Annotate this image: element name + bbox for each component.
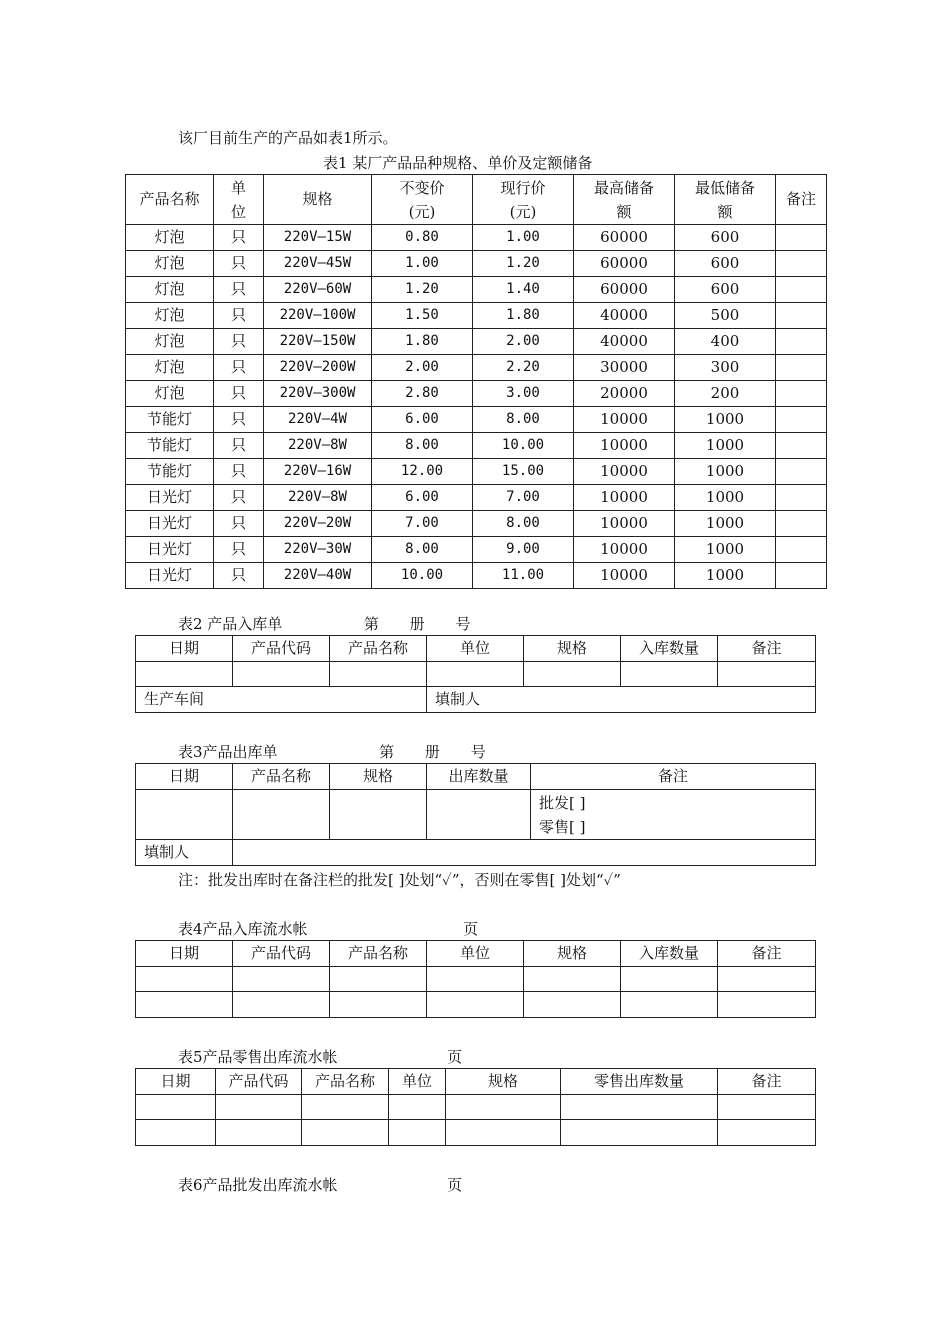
table5-retail-ledger <box>135 1068 816 1146</box>
table2-hao: 号 <box>455 615 471 633</box>
table1-cell <box>776 485 827 511</box>
table1-cell: 1.20 <box>372 277 473 303</box>
table3-note: 注：批发出库时在备注栏的批发[ ]处划“✓”，否则在零售[ ]处划“✓” <box>178 871 621 889</box>
table5-blank-row <box>136 1120 816 1146</box>
table1-header-cell: 最低储备 额 <box>675 175 776 225</box>
table5-header-cell: 零售出库数量 <box>561 1069 718 1095</box>
table1-cell <box>776 277 827 303</box>
table3-header-cell: 规格 <box>330 764 427 790</box>
table1-cell: 8.00 <box>372 433 473 459</box>
table1-header-cell: 规格 <box>264 175 372 225</box>
table4-cell[interactable] <box>524 967 621 992</box>
table1-cell: 220V—300W <box>264 381 372 407</box>
table3-header-cell: 备注 <box>531 764 816 790</box>
table2-cell[interactable] <box>233 662 330 687</box>
table1-cell: 11.00 <box>473 563 574 589</box>
table1-cell: 220V—8W <box>264 485 372 511</box>
retail-checkbox[interactable]: 零售[ ] <box>539 817 586 836</box>
table1-cell: 30000 <box>574 355 675 381</box>
table1-cell: 220V—4W <box>264 407 372 433</box>
table4-cell[interactable] <box>233 992 330 1018</box>
table1-cell: 220V—15W <box>264 225 372 251</box>
table2-header-cell: 规格 <box>524 636 621 662</box>
table4-header-cell: 产品代码 <box>233 941 330 967</box>
table1-cell: 40000 <box>574 303 675 329</box>
table2-ce: 册 <box>409 615 425 633</box>
table1-cell: 1000 <box>675 485 776 511</box>
table1-cell: 10000 <box>574 407 675 433</box>
table5-cell[interactable] <box>389 1095 446 1120</box>
table3-warehouse-issue <box>135 763 816 866</box>
table4-blank-row <box>136 992 816 1018</box>
table2-cell[interactable] <box>427 662 524 687</box>
table1-row <box>126 485 827 511</box>
table4-header-row <box>136 941 816 967</box>
table1-cell <box>776 225 827 251</box>
table4-cell[interactable] <box>621 967 718 992</box>
table1-header-cell: 产品名称 <box>126 175 214 225</box>
table1-cell <box>776 303 827 329</box>
table1-cell: 日光灯 <box>126 537 214 563</box>
table1-cell <box>776 563 827 589</box>
table1-cell: 60000 <box>574 277 675 303</box>
table1-cell: 只 <box>214 355 264 381</box>
table2-header-cell: 入库数量 <box>621 636 718 662</box>
table1-row <box>126 459 827 485</box>
table5-cell[interactable] <box>561 1120 718 1146</box>
table1-cell: 只 <box>214 485 264 511</box>
table1-cell: 1000 <box>675 459 776 485</box>
table1-cell <box>776 381 827 407</box>
table3-di: 第 <box>379 743 395 761</box>
table1-cell <box>776 407 827 433</box>
table1-cell: 只 <box>214 407 264 433</box>
table4-title: 表4产品入库流水帐 <box>178 920 308 938</box>
table3-header-cell: 日期 <box>136 764 233 790</box>
table4-cell[interactable] <box>718 967 816 992</box>
table1-cell: 只 <box>214 511 264 537</box>
table1-row <box>126 251 827 277</box>
table1-cell: 300 <box>675 355 776 381</box>
table1-cell: 只 <box>214 459 264 485</box>
table1-cell: 400 <box>675 329 776 355</box>
table5-cell[interactable] <box>136 1120 216 1146</box>
table1-cell: 1.20 <box>473 251 574 277</box>
table4-cell[interactable] <box>718 992 816 1018</box>
table1-cell <box>776 511 827 537</box>
table3-header-cell: 出库数量 <box>427 764 531 790</box>
table1-cell: 0.80 <box>372 225 473 251</box>
table3-remark-cell <box>531 790 816 840</box>
table1-cell: 1.00 <box>473 225 574 251</box>
table3-hao: 号 <box>470 743 486 761</box>
table5-header-cell: 产品名称 <box>302 1069 389 1095</box>
table2-header-cell: 单位 <box>427 636 524 662</box>
table2-header-cell: 产品名称 <box>330 636 427 662</box>
table1-row <box>126 563 827 589</box>
table5-title-line <box>178 1046 462 1067</box>
table5-header-cell: 日期 <box>136 1069 216 1095</box>
table1-cell: 1.00 <box>372 251 473 277</box>
table1-cell: 220V—30W <box>264 537 372 563</box>
table1-cell: 10000 <box>574 433 675 459</box>
table1-cell: 12.00 <box>372 459 473 485</box>
table1-header-cell: 备注 <box>776 175 827 225</box>
table4-cell[interactable] <box>330 967 427 992</box>
table4-cell[interactable] <box>621 992 718 1018</box>
table1-cell: 2.00 <box>473 329 574 355</box>
table1-cell: 10000 <box>574 537 675 563</box>
table1-cell: 节能灯 <box>126 433 214 459</box>
table1-row <box>126 511 827 537</box>
table1-cell: 10000 <box>574 563 675 589</box>
table1-header-cell: 最高储备 额 <box>574 175 675 225</box>
table5-cell[interactable] <box>136 1095 216 1120</box>
table1-cell: 灯泡 <box>126 303 214 329</box>
table1-cell: 1000 <box>675 511 776 537</box>
table1-cell: 10000 <box>574 511 675 537</box>
table1-cell: 600 <box>675 225 776 251</box>
table2-cell[interactable] <box>136 662 233 687</box>
table1-cell <box>776 459 827 485</box>
table1-cell: 6.00 <box>372 485 473 511</box>
table1-cell: 2.20 <box>473 355 574 381</box>
table1-cell: 灯泡 <box>126 355 214 381</box>
table1-cell: 日光灯 <box>126 511 214 537</box>
wholesale-checkbox[interactable]: 批发[ ] <box>539 793 586 812</box>
table1-cell: 500 <box>675 303 776 329</box>
table1-row <box>126 329 827 355</box>
table1-caption: 表1 某厂产品品种规格、单价及定额储备 <box>323 154 593 172</box>
table5-header-cell: 产品代码 <box>216 1069 302 1095</box>
table4-header-cell: 单位 <box>427 941 524 967</box>
table2-preparer-cell[interactable] <box>427 687 816 713</box>
table1-header-cell: 不变价 (元) <box>372 175 473 225</box>
table1-cell: 3.00 <box>473 381 574 407</box>
table1-cell: 220V—150W <box>264 329 372 355</box>
table2-cell[interactable] <box>621 662 718 687</box>
table4-cell[interactable] <box>136 992 233 1018</box>
table1-cell: 220V—20W <box>264 511 372 537</box>
table1-cell: 只 <box>214 433 264 459</box>
table1-cell: 灯泡 <box>126 381 214 407</box>
table2-footer-row <box>136 687 816 713</box>
table5-cell[interactable] <box>216 1095 302 1120</box>
table3-cell[interactable] <box>330 790 427 840</box>
table5-cell[interactable] <box>216 1120 302 1146</box>
table1-cell: 7.00 <box>473 485 574 511</box>
table1-cell: 8.00 <box>473 407 574 433</box>
table3-preparer-cell[interactable] <box>233 840 816 866</box>
table1-cell: 只 <box>214 329 264 355</box>
table4-page: 页 <box>463 920 479 938</box>
table2-cell[interactable] <box>718 662 816 687</box>
table1-row <box>126 433 827 459</box>
table1-cell <box>776 251 827 277</box>
table2-cell[interactable] <box>330 662 427 687</box>
table1-cell: 10.00 <box>372 563 473 589</box>
table1-cell: 灯泡 <box>126 329 214 355</box>
table4-header-cell: 备注 <box>718 941 816 967</box>
table4-header-cell: 规格 <box>524 941 621 967</box>
table4-cell[interactable] <box>524 992 621 1018</box>
table1-cell <box>776 537 827 563</box>
table6-title-line <box>178 1174 462 1195</box>
table3-cell[interactable] <box>233 790 330 840</box>
table1-cell: 1000 <box>675 407 776 433</box>
table1-cell: 只 <box>214 303 264 329</box>
table5-blank-row <box>136 1095 816 1120</box>
table3-preparer-label-cell <box>136 840 233 866</box>
table4-cell[interactable] <box>136 967 233 992</box>
table1-header-cell: 现行价 (元) <box>473 175 574 225</box>
table1-header-row <box>126 175 827 225</box>
table1-cell: 10.00 <box>473 433 574 459</box>
table2-header-cell: 日期 <box>136 636 233 662</box>
table1-cell <box>776 355 827 381</box>
table1-row <box>126 303 827 329</box>
table1-row <box>126 225 827 251</box>
table2-workshop-cell[interactable] <box>136 687 427 713</box>
table5-cell[interactable] <box>389 1120 446 1146</box>
table1-cell <box>776 329 827 355</box>
table5-cell[interactable] <box>718 1120 816 1146</box>
table1-cell: 220V—16W <box>264 459 372 485</box>
table5-header-cell: 单位 <box>389 1069 446 1095</box>
table1-cell: 2.80 <box>372 381 473 407</box>
table1-cell: 1.50 <box>372 303 473 329</box>
table1-cell: 灯泡 <box>126 225 214 251</box>
table1-cell: 1.80 <box>372 329 473 355</box>
table1-header-cell: 单 位 <box>214 175 264 225</box>
table3-title-line <box>178 741 486 762</box>
table1-cell: 1000 <box>675 433 776 459</box>
table4-inbound-ledger <box>135 940 816 1018</box>
table3-cell[interactable] <box>136 790 233 840</box>
table3-ce: 册 <box>424 743 440 761</box>
table2-warehouse-receipt <box>135 635 816 713</box>
table5-cell[interactable] <box>446 1095 561 1120</box>
table5-page: 页 <box>447 1048 463 1066</box>
table1-cell: 8.00 <box>372 537 473 563</box>
table1-cell: 40000 <box>574 329 675 355</box>
table5-cell[interactable] <box>561 1095 718 1120</box>
table1-row <box>126 381 827 407</box>
table1-cell <box>776 433 827 459</box>
table5-cell[interactable] <box>302 1120 389 1146</box>
table1-cell: 6.00 <box>372 407 473 433</box>
intro-text: 该厂目前生产的产品如表1所示。 <box>178 129 398 147</box>
table5-cell[interactable] <box>302 1095 389 1120</box>
table2-preparer-label: 填制人 <box>435 690 481 708</box>
table5-title: 表5产品零售出库流水帐 <box>178 1048 338 1066</box>
table1-row <box>126 407 827 433</box>
table2-header-cell: 备注 <box>718 636 816 662</box>
table4-cell[interactable] <box>233 967 330 992</box>
table3-cell[interactable] <box>427 790 531 840</box>
table3-header-row <box>136 764 816 790</box>
table1-cell: 220V—8W <box>264 433 372 459</box>
table4-header-cell: 产品名称 <box>330 941 427 967</box>
table1-cell: 200 <box>675 381 776 407</box>
table1-cell: 只 <box>214 225 264 251</box>
table1-cell: 2.00 <box>372 355 473 381</box>
table1-cell: 220V—100W <box>264 303 372 329</box>
table5-header-cell: 备注 <box>718 1069 816 1095</box>
table1-cell: 1.80 <box>473 303 574 329</box>
table2-cell[interactable] <box>524 662 621 687</box>
table1-cell: 日光灯 <box>126 485 214 511</box>
table1-cell: 只 <box>214 251 264 277</box>
table1-cell: 15.00 <box>473 459 574 485</box>
table2-header-row <box>136 636 816 662</box>
table1-cell: 600 <box>675 251 776 277</box>
table1-cell: 灯泡 <box>126 251 214 277</box>
table4-cell[interactable] <box>427 992 524 1018</box>
table1-cell: 8.00 <box>473 511 574 537</box>
table1-cell: 1.40 <box>473 277 574 303</box>
table4-header-cell: 入库数量 <box>621 941 718 967</box>
table5-cell[interactable] <box>718 1095 816 1120</box>
table3-footer-row <box>136 840 816 866</box>
table5-cell[interactable] <box>446 1120 561 1146</box>
table1-cell: 节能灯 <box>126 459 214 485</box>
table1-cell: 只 <box>214 537 264 563</box>
table4-header-cell: 日期 <box>136 941 233 967</box>
table1-cell: 只 <box>214 277 264 303</box>
table1-cell: 9.00 <box>473 537 574 563</box>
table1-cell: 220V—40W <box>264 563 372 589</box>
table6-page: 页 <box>447 1176 463 1194</box>
table1-cell: 1000 <box>675 537 776 563</box>
table2-workshop-label: 生产车间 <box>144 690 205 708</box>
table6-title: 表6产品批发出库流水帐 <box>178 1176 338 1194</box>
table4-cell[interactable] <box>330 992 427 1018</box>
table1-cell: 600 <box>675 277 776 303</box>
table4-blank-row <box>136 967 816 992</box>
table1-cell: 220V—60W <box>264 277 372 303</box>
table3-title: 表3产品出库单 <box>178 743 278 761</box>
table5-header-row <box>136 1069 816 1095</box>
table1-cell: 7.00 <box>372 511 473 537</box>
table1-cell: 只 <box>214 563 264 589</box>
table2-title-line <box>178 613 470 634</box>
table2-di: 第 <box>363 615 379 633</box>
table1-cell: 日光灯 <box>126 563 214 589</box>
table1-cell: 220V—200W <box>264 355 372 381</box>
table1-cell: 节能灯 <box>126 407 214 433</box>
table1-product-specs <box>125 174 827 589</box>
table5-header-cell: 规格 <box>446 1069 561 1095</box>
table2-title: 表2 产品入库单 <box>178 615 283 633</box>
table3-body-row <box>136 790 816 840</box>
table1-cell: 60000 <box>574 225 675 251</box>
table4-cell[interactable] <box>427 967 524 992</box>
table1-cell: 10000 <box>574 459 675 485</box>
table3-header-cell: 产品名称 <box>233 764 330 790</box>
table4-title-line <box>178 918 478 939</box>
table3-preparer-label: 填制人 <box>144 843 190 861</box>
table1-row <box>126 537 827 563</box>
table1-cell: 只 <box>214 381 264 407</box>
table2-blank-row <box>136 662 816 687</box>
table1-cell: 1000 <box>675 563 776 589</box>
table1-cell: 20000 <box>574 381 675 407</box>
table1-cell: 60000 <box>574 251 675 277</box>
table1-cell: 220V—45W <box>264 251 372 277</box>
table1-cell: 10000 <box>574 485 675 511</box>
table1-cell: 灯泡 <box>126 277 214 303</box>
table1-row <box>126 277 827 303</box>
table2-header-cell: 产品代码 <box>233 636 330 662</box>
table1-row <box>126 355 827 381</box>
